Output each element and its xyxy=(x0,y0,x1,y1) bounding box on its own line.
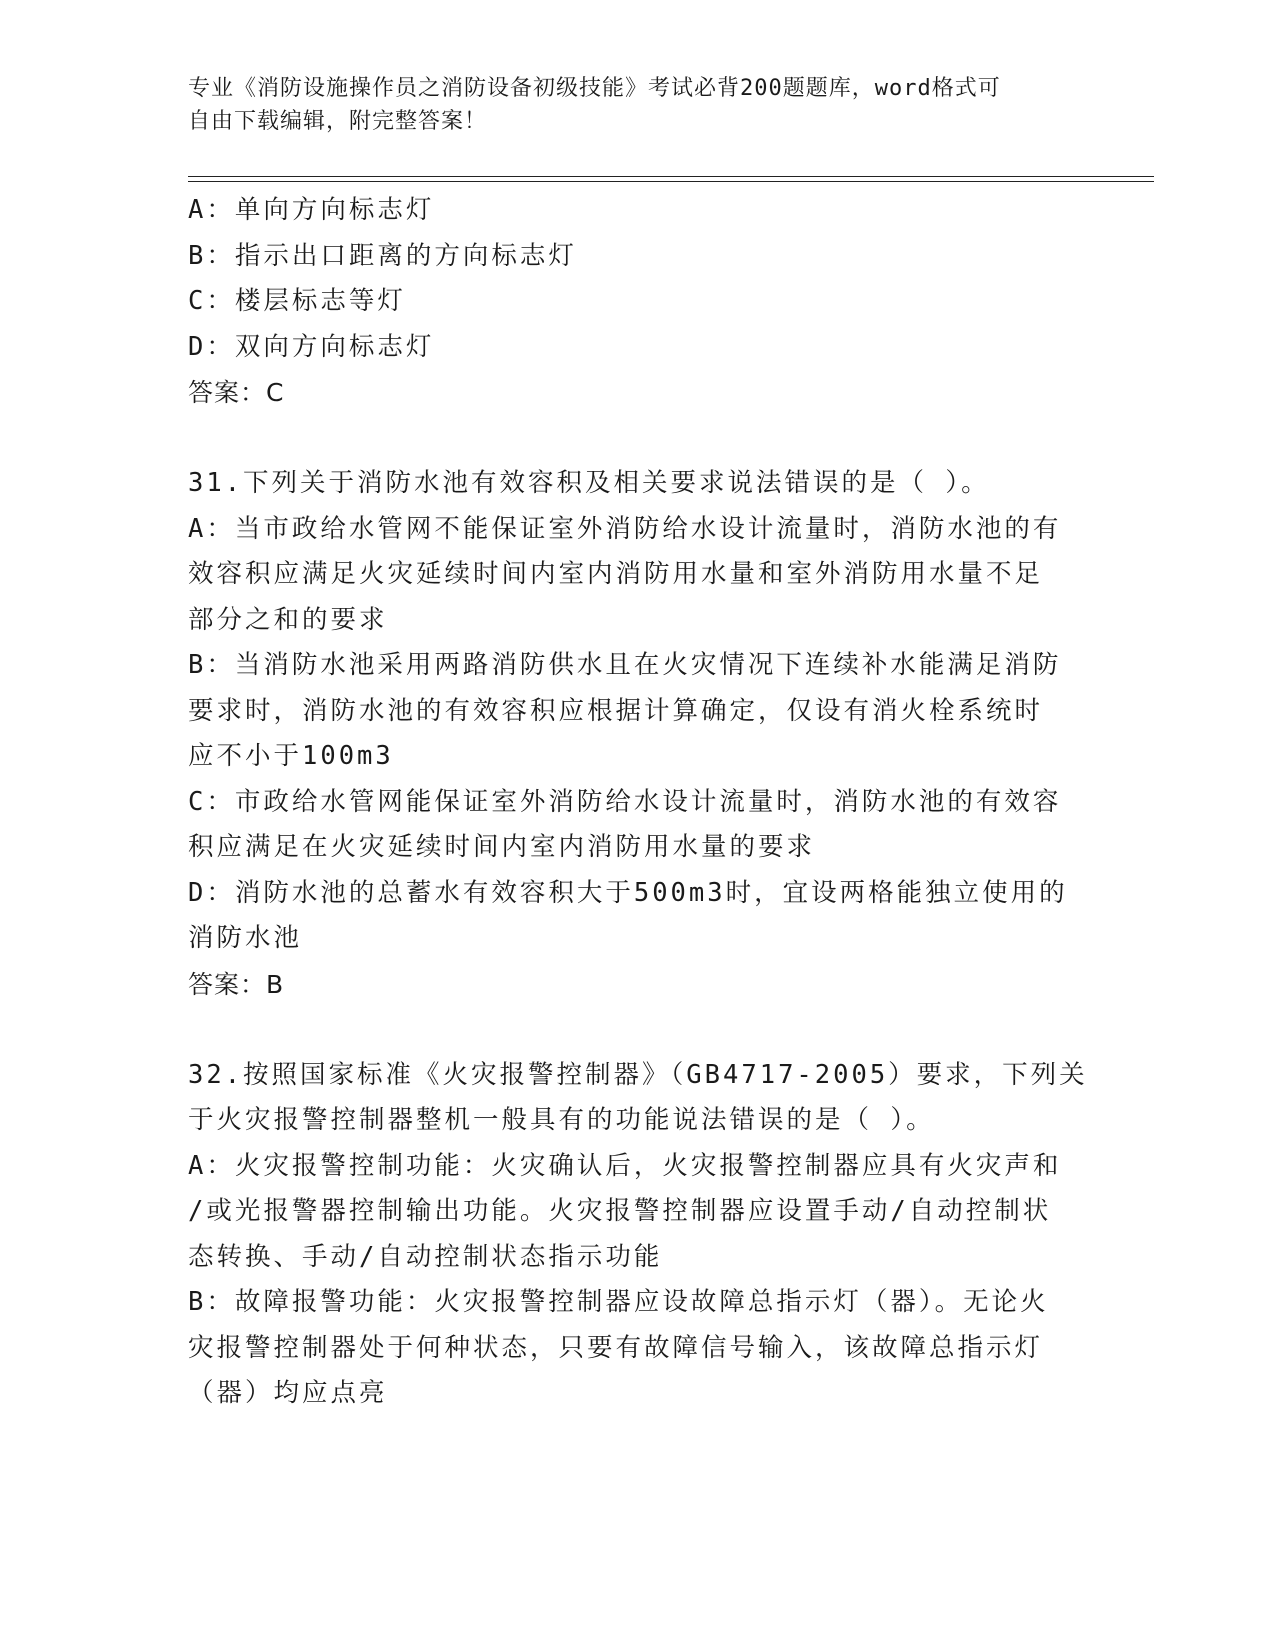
option-a-line-3: 部分之和的要求 xyxy=(188,604,388,635)
option-b-line-1: B：故障报警功能：火灾报警控制器应设故障总指示灯（器）。无论火 xyxy=(188,1287,1049,1317)
header-divider-bottom xyxy=(188,181,1154,182)
document-body xyxy=(188,188,1088,1417)
option-d-line-1: D：消防水池的总蓄水有效容积大于500m3时，宜设两格能独立使用的 xyxy=(188,877,1068,908)
option-d: D：双向方向标志灯 xyxy=(188,331,435,362)
option-d-line-2: 消防水池 xyxy=(188,923,303,953)
option-b-line-1: B：当消防水池采用两路消防供水且在火灾情况下连续补水能满足消防 xyxy=(188,650,1062,680)
option-a-line-1: A：火灾报警控制功能：火灾确认后，火灾报警控制器应具有火灾声和 xyxy=(188,1150,1062,1181)
option-b-line-2: 要求时，消防水池的有效容积应根据计算确定，仅设有消火栓系统时 xyxy=(188,695,1044,726)
option-a-line-2: /或光报警器控制输出功能。火灾报警控制器应设置手动/自动控制状 xyxy=(188,1196,1052,1226)
option-a-line-2: 效容积应满足火灾延续时间内室内消防用水量和室外消防用水量不足 xyxy=(188,559,1044,589)
option-c-line-2: 积应满足在火灾延续时间内室内消防用水量的要求 xyxy=(188,832,816,862)
spacer xyxy=(188,1007,1088,1053)
answer-line: 答案：B xyxy=(188,969,285,999)
option-c: C：楼层标志等灯 xyxy=(188,286,406,316)
option-b-line-3: （器）均应点亮 xyxy=(188,1378,388,1408)
option-c-line-1: C：市政给水管网能保证室外消防给水设计流量时，消防水池的有效容 xyxy=(188,786,1062,817)
question-31-block xyxy=(188,461,1088,1007)
option-a-line-3: 态转换、手动/自动控制状态指示功能 xyxy=(188,1241,663,1272)
page-header xyxy=(188,72,1068,138)
question-text: 31.下列关于消防水池有效容积及相关要求说法错误的是（ ）。 xyxy=(188,468,990,498)
option-a-line-1: A：当市政给水管网不能保证室外消防给水设计流量时，消防水池的有 xyxy=(188,513,1062,544)
question-text-line-1: 32.按照国家标准《火灾报警控制器》（GB4717-2005）要求，下列关 xyxy=(188,1059,1088,1090)
question-text-line-2: 于火灾报警控制器整机一般具有的功能说法错误的是（ ）。 xyxy=(188,1105,935,1135)
question-30-block xyxy=(188,188,1088,416)
option-b-line-2: 灾报警控制器处于何种状态，只要有故障信号输入，该故障总指示灯 xyxy=(188,1332,1044,1363)
option-b-line-3: 应不小于100m3 xyxy=(188,741,394,771)
header-title-line-1: 专业《消防设施操作员之消防设备初级技能》考试必背200题题库，word格式可 xyxy=(188,76,1001,101)
spacer xyxy=(188,416,1088,462)
question-32-block xyxy=(188,1053,1088,1417)
header-divider-top xyxy=(188,176,1154,177)
option-a: A：单向方向标志灯 xyxy=(188,195,435,225)
answer-line: 答案：C xyxy=(188,378,285,407)
option-b: B：指示出口距离的方向标志灯 xyxy=(188,240,577,271)
header-title-line-2: 自由下载编辑，附完整答案！ xyxy=(188,109,488,134)
